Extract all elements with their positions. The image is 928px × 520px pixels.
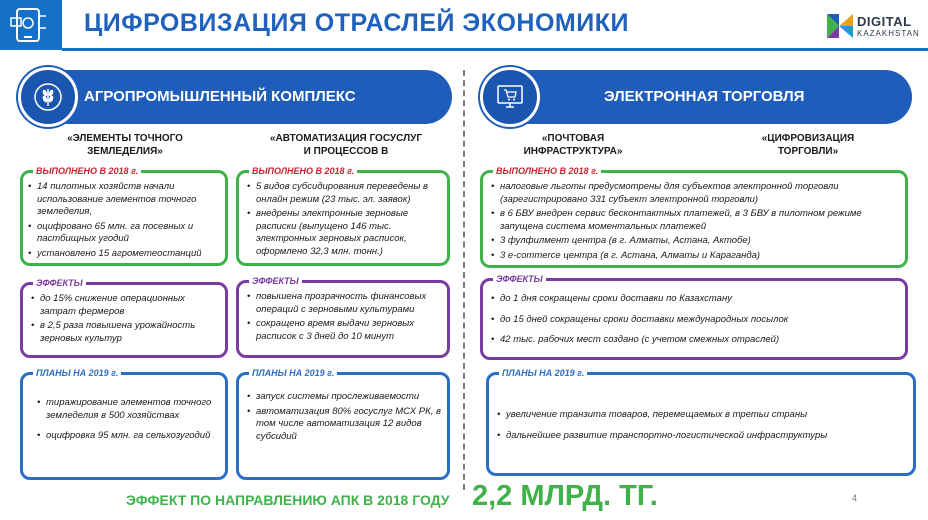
list-item: • сокращено время выдачи зерновых расписок с 3 дней до 10 минут <box>247 318 445 343</box>
list-item: • увеличение транзита товаров, перемещаемых в третьи страны <box>497 409 905 422</box>
list-item: • 3 е-commerce центра (в г. Астана, Алматы и Караганда) <box>491 250 899 263</box>
precision-farming-title: «ЭЛЕМЕНТЫ ТОЧНОГО ЗЕМЛЕДЕЛИЯ» <box>67 133 183 157</box>
footer-effect-label: ЭФФЕКТ ПО НАПРАВЛЕНИЮ АПК В 2018 ГОДУ <box>126 492 450 508</box>
c1-effects-label: ЭФФЕКТЫ <box>33 277 86 290</box>
page-number: 4 <box>852 493 858 503</box>
list-item: • внедрены электронные зерновые расписки (выпущено 146 тыс. электронных зерновых расписок, оформлено 32,3 млн. тонн.) <box>247 208 445 258</box>
c1-plans-label: ПЛАНЫ НА 2019 г. <box>33 367 121 380</box>
c2-effects-box <box>236 276 450 358</box>
c1-done-box <box>20 166 228 266</box>
agro-icon-circle <box>18 67 78 127</box>
wheat-icon <box>33 82 63 112</box>
list-item: • тиражирование элементов точного земледелия в 500 хозяйствах <box>37 397 217 422</box>
ecom-plans-box <box>486 368 916 476</box>
logo-text-kazakhstan: KAZAKHSTAN <box>857 29 920 38</box>
ecommerce-icon-circle <box>480 67 540 127</box>
page-title: ЦИФРОВИЗАЦИЯ ОТРАСЛЕЙ ЭКОНОМИКИ <box>84 9 629 37</box>
list-item: • до 15% снижение операционных затрат фермеров <box>31 293 223 318</box>
c2-done-label: ВЫПОЛНЕНО В 2018 г. <box>249 165 357 178</box>
list-item: • повышена прозрачность финансовых операций с зерновыми культурами <box>247 291 445 316</box>
list-item: • до 1 дня сокращены сроки доставки по Казахстану <box>491 293 899 306</box>
list-item: • до 15 дней сокращены сроки доставки международных посылок <box>491 314 899 327</box>
logo-mark-icon <box>825 12 855 40</box>
list-item: • оцифровка 95 млн. га сельхозугодий <box>37 430 217 443</box>
list-item: • 5 видов субсидирования переведены в онлайн режим (23 тыс. эл. заявок) <box>247 181 445 206</box>
ecom-done-label: ВЫПОЛНЕНО В 2018 г. <box>493 165 601 178</box>
c2-plans-box <box>236 368 450 480</box>
header <box>0 0 928 52</box>
ecom-effects-label: ЭФФЕКТЫ <box>493 273 546 286</box>
ecom-effects-box <box>480 274 908 360</box>
ecom-plans-label: ПЛАНЫ НА 2019 г. <box>499 367 587 380</box>
c2-effects-label: ЭФФЕКТЫ <box>249 275 302 288</box>
list-item: • в 6 БВУ внедрен сервис бесконтактных платежей, в 3 БВУ в пилотном режиме запущена система моментальных платежей <box>491 208 899 233</box>
trade-digitization-title: «ЦИФРОВИЗАЦИЯ ТОРГОВЛИ» <box>761 133 855 157</box>
agro-banner-title: АГРОПРОМЫШЛЕННЫЙ КОМПЛЕКС <box>84 88 356 105</box>
c1-plans-box <box>20 368 228 480</box>
ecom-done-box <box>480 166 908 268</box>
ecommerce-banner-title: ЭЛЕКТРОННАЯ ТОРГОВЛЯ <box>604 88 805 105</box>
logo-text-digital: DIGITAL <box>857 14 912 29</box>
list-item: • дальнейшее развитие транспортно-логистической инфраструктуры <box>497 430 905 443</box>
column-divider <box>463 70 465 490</box>
header-underline <box>62 48 928 51</box>
monitor-cart-icon <box>495 82 525 112</box>
smartphone-icon <box>9 6 49 44</box>
list-item: • 14 пилотных хозяйств начали использование элементов точного земледелия, <box>28 181 223 219</box>
c1-effects-box <box>20 278 228 358</box>
agro-banner <box>18 70 452 124</box>
list-item: • 3 фулфилмент центра (в г. Алматы, Астана, Актобе) <box>491 235 899 248</box>
gov-automation-title: «АВТОМАТИЗАЦИЯ ГОСУСЛУГ И ПРОЦЕССОВ В <box>269 133 423 157</box>
list-item: • установлено 15 агрометеостанций <box>28 248 223 261</box>
list-item: • 42 тыс. рабочих мест создано (с учетом смежных отраслей) <box>491 334 899 347</box>
list-item: • оцифровано 65 млн. га посевных и пастбищных угодий <box>28 221 223 246</box>
digital-kazakhstan-logo <box>825 12 925 42</box>
c2-plans-label: ПЛАНЫ НА 2019 г. <box>249 367 337 380</box>
list-item: • в 2,5 раза повышена урожайность зерновых культур <box>31 320 223 345</box>
postal-infra-title: «ПОЧТОВАЯ ИНФРАСТРУКТУРА» <box>523 133 623 157</box>
c2-done-box <box>236 166 450 266</box>
header-icon-box <box>0 0 62 50</box>
c1-done-label: ВЫПОЛНЕНО В 2018 г. <box>33 165 141 178</box>
list-item: • запуск системы прослеживаемости <box>247 391 445 404</box>
list-item: • автоматизация 80% госуслуг МСХ РК, в том числе автоматизация 12 видов субсидий <box>247 406 445 444</box>
list-item: • налоговые льготы предусмотрены для субъектов электронной торговли (зарегистрировано 331 субъект электронной торговли) <box>491 181 899 206</box>
footer-effect-amount: 2,2 МЛРД. ТГ. <box>472 480 658 512</box>
ecommerce-banner <box>480 70 912 124</box>
